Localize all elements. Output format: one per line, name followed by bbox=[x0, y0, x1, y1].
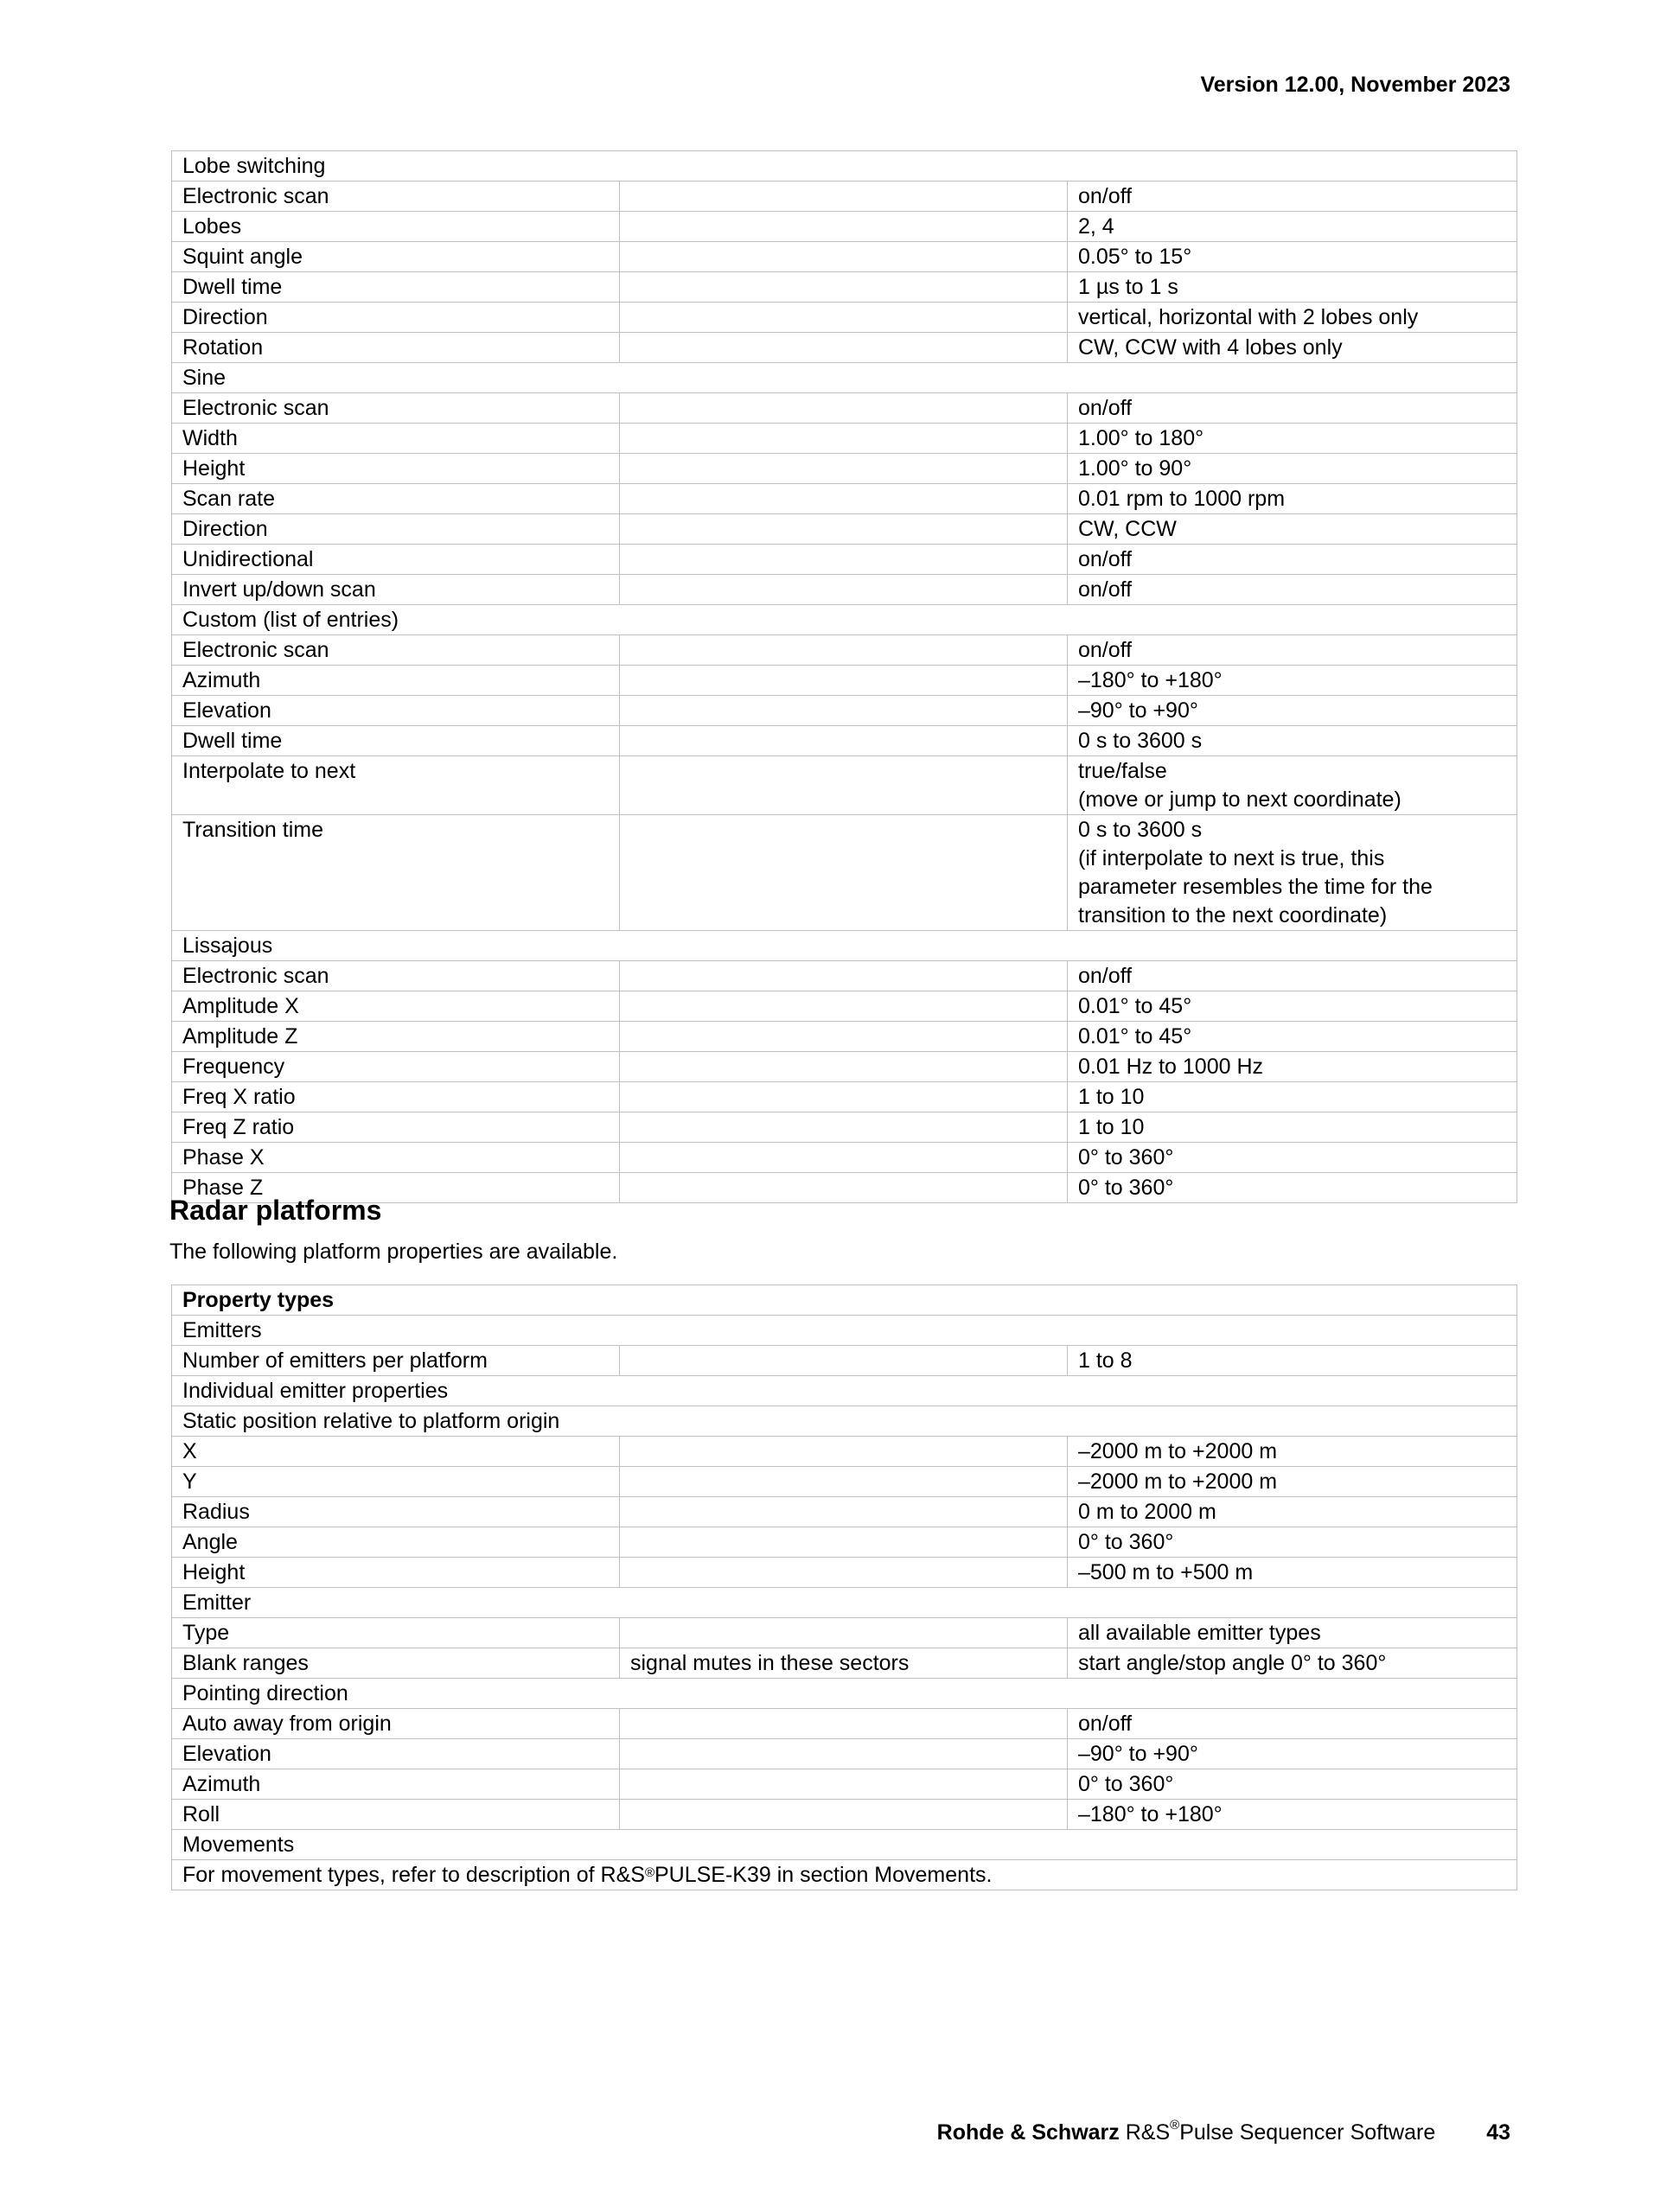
parameter-label: Rotation bbox=[172, 333, 620, 363]
table-row bbox=[172, 151, 1517, 182]
parameter-label: Amplitude Z bbox=[172, 1022, 620, 1052]
group-heading: Emitters bbox=[172, 1316, 1517, 1346]
platform-properties-table bbox=[171, 1284, 1517, 1890]
table-row bbox=[172, 696, 1517, 726]
parameter-value: 0 s to 3600 s bbox=[1068, 726, 1517, 756]
parameter-value: –2000 m to +2000 m bbox=[1068, 1437, 1517, 1467]
parameter-label: Radius bbox=[172, 1497, 620, 1527]
table-row bbox=[172, 931, 1517, 961]
parameter-value: 0.01 Hz to 1000 Hz bbox=[1068, 1052, 1517, 1082]
table-row bbox=[172, 182, 1517, 212]
parameter-label: Scan rate bbox=[172, 484, 620, 514]
parameter-note bbox=[620, 1709, 1068, 1739]
table-row bbox=[172, 363, 1517, 393]
table-row bbox=[172, 303, 1517, 333]
group-heading: Sine bbox=[172, 363, 1517, 393]
scan-parameters-table bbox=[171, 150, 1517, 1203]
table-row bbox=[172, 1376, 1517, 1406]
table-row bbox=[172, 212, 1517, 242]
parameter-value: 1 to 10 bbox=[1068, 1112, 1517, 1143]
parameter-note bbox=[620, 212, 1068, 242]
parameter-value: 0° to 360° bbox=[1068, 1769, 1517, 1800]
table-row bbox=[172, 1052, 1517, 1082]
parameter-note bbox=[620, 1800, 1068, 1830]
parameter-label: Dwell time bbox=[172, 726, 620, 756]
parameter-label: Auto away from origin bbox=[172, 1709, 620, 1739]
parameter-label: Interpolate to next bbox=[172, 756, 620, 815]
parameter-label: Dwell time bbox=[172, 272, 620, 303]
section-intro: The following platform properties are available. bbox=[169, 1240, 618, 1264]
parameter-note bbox=[620, 991, 1068, 1022]
parameter-label: Electronic scan bbox=[172, 635, 620, 666]
parameter-note bbox=[620, 1467, 1068, 1497]
table-row bbox=[172, 575, 1517, 605]
table-row bbox=[172, 1497, 1517, 1527]
parameter-note bbox=[620, 333, 1068, 363]
parameter-value: 0.01 rpm to 1000 rpm bbox=[1068, 484, 1517, 514]
parameter-label: Blank ranges bbox=[172, 1648, 620, 1679]
parameter-note bbox=[620, 575, 1068, 605]
parameter-label: Invert up/down scan bbox=[172, 575, 620, 605]
parameter-value: 0.01° to 45° bbox=[1068, 1022, 1517, 1052]
parameter-note bbox=[620, 1769, 1068, 1800]
parameter-label: Freq Z ratio bbox=[172, 1112, 620, 1143]
parameter-value: on/off bbox=[1068, 635, 1517, 666]
parameter-note bbox=[620, 1527, 1068, 1558]
parameter-label: Electronic scan bbox=[172, 393, 620, 424]
group-heading: Lobe switching bbox=[172, 151, 1517, 182]
parameter-value: on/off bbox=[1068, 393, 1517, 424]
parameter-note bbox=[620, 484, 1068, 514]
value-line: (if interpolate to next is true, this bbox=[1078, 846, 1385, 870]
table-row bbox=[172, 1316, 1517, 1346]
parameter-note bbox=[620, 726, 1068, 756]
parameter-value: all available emitter types bbox=[1068, 1618, 1517, 1648]
parameter-value: –500 m to +500 m bbox=[1068, 1558, 1517, 1588]
parameter-note bbox=[620, 961, 1068, 991]
parameter-value: 1.00° to 90° bbox=[1068, 454, 1517, 484]
registered-mark: ® bbox=[1170, 2118, 1180, 2132]
table-row bbox=[172, 1679, 1517, 1709]
parameter-label: Height bbox=[172, 454, 620, 484]
parameter-note bbox=[620, 1112, 1068, 1143]
value-line: parameter resembles the time for the bbox=[1078, 875, 1433, 899]
parameter-label: Elevation bbox=[172, 696, 620, 726]
page-number: 43 bbox=[1486, 2120, 1510, 2145]
parameter-note bbox=[620, 815, 1068, 931]
parameter-value: 0° to 360° bbox=[1068, 1527, 1517, 1558]
table-row bbox=[172, 393, 1517, 424]
table-row bbox=[172, 1769, 1517, 1800]
parameter-note bbox=[620, 393, 1068, 424]
parameter-value: 0.01° to 45° bbox=[1068, 991, 1517, 1022]
note-text: For movement types, refer to description of R&S bbox=[182, 1863, 645, 1887]
parameter-value: 0° to 360° bbox=[1068, 1143, 1517, 1173]
value-line: (move or jump to next coordinate) bbox=[1078, 787, 1401, 812]
parameter-note bbox=[620, 696, 1068, 726]
parameter-label: Squint angle bbox=[172, 242, 620, 272]
parameter-note bbox=[620, 424, 1068, 454]
parameter-note bbox=[620, 1739, 1068, 1769]
table-row bbox=[172, 1082, 1517, 1112]
parameter-value: 1 to 10 bbox=[1068, 1082, 1517, 1112]
parameter-label: Direction bbox=[172, 303, 620, 333]
footer-product-name: Pulse Sequencer Software bbox=[1179, 2120, 1436, 2145]
parameter-value: –180° to +180° bbox=[1068, 666, 1517, 696]
parameter-value: 0.05° to 15° bbox=[1068, 242, 1517, 272]
parameter-label: Freq X ratio bbox=[172, 1082, 620, 1112]
parameter-note bbox=[620, 1143, 1068, 1173]
parameter-note bbox=[620, 1052, 1068, 1082]
group-heading bbox=[172, 1860, 1517, 1890]
group-heading: Static position relative to platform origin bbox=[172, 1406, 1517, 1437]
parameter-note bbox=[620, 1346, 1068, 1376]
registered-mark: ® bbox=[644, 1865, 654, 1880]
parameter-value: 1.00° to 180° bbox=[1068, 424, 1517, 454]
parameter-label: Direction bbox=[172, 514, 620, 545]
parameter-label: Lobes bbox=[172, 212, 620, 242]
group-heading: Pointing direction bbox=[172, 1679, 1517, 1709]
group-heading: Lissajous bbox=[172, 931, 1517, 961]
page-footer bbox=[937, 2120, 1510, 2145]
parameter-label: Phase Z bbox=[172, 1173, 620, 1203]
parameter-label: Width bbox=[172, 424, 620, 454]
table-row bbox=[172, 514, 1517, 545]
parameter-label: Electronic scan bbox=[172, 961, 620, 991]
parameter-value: –2000 m to +2000 m bbox=[1068, 1467, 1517, 1497]
footer-product-prefix: R&S bbox=[1125, 2120, 1171, 2145]
group-heading: Emitter bbox=[172, 1588, 1517, 1618]
table-row bbox=[172, 1467, 1517, 1497]
parameter-note bbox=[620, 454, 1068, 484]
parameter-note bbox=[620, 303, 1068, 333]
group-heading: Property types bbox=[172, 1285, 1517, 1316]
parameter-note bbox=[620, 1173, 1068, 1203]
table-row bbox=[172, 272, 1517, 303]
parameter-note bbox=[620, 756, 1068, 815]
table-row bbox=[172, 1143, 1517, 1173]
table-row bbox=[172, 726, 1517, 756]
table-row bbox=[172, 1800, 1517, 1830]
table-row bbox=[172, 1285, 1517, 1316]
table-row bbox=[172, 1527, 1517, 1558]
parameter-label: Height bbox=[172, 1558, 620, 1588]
parameter-label: Electronic scan bbox=[172, 182, 620, 212]
parameter-note: signal mutes in these sectors bbox=[620, 1648, 1068, 1679]
parameter-value: on/off bbox=[1068, 575, 1517, 605]
parameter-value: 1 to 8 bbox=[1068, 1346, 1517, 1376]
value-line: true/false bbox=[1078, 759, 1167, 783]
parameter-value bbox=[1068, 815, 1517, 931]
table-row bbox=[172, 1648, 1517, 1679]
parameter-note bbox=[620, 514, 1068, 545]
group-heading: Movements bbox=[172, 1830, 1517, 1860]
parameter-value: 2, 4 bbox=[1068, 212, 1517, 242]
table-row bbox=[172, 1022, 1517, 1052]
table-row bbox=[172, 635, 1517, 666]
group-heading: Custom (list of entries) bbox=[172, 605, 1517, 635]
parameter-value: –90° to +90° bbox=[1068, 696, 1517, 726]
parameter-value: 1 µs to 1 s bbox=[1068, 272, 1517, 303]
footer-brand: Rohde & Schwarz bbox=[936, 2120, 1120, 2145]
parameter-label: Frequency bbox=[172, 1052, 620, 1082]
parameter-label: Phase X bbox=[172, 1143, 620, 1173]
parameter-label: Number of emitters per platform bbox=[172, 1346, 620, 1376]
parameter-note bbox=[620, 635, 1068, 666]
group-heading: Individual emitter properties bbox=[172, 1376, 1517, 1406]
table-row bbox=[172, 333, 1517, 363]
parameter-note bbox=[620, 182, 1068, 212]
parameter-value: on/off bbox=[1068, 182, 1517, 212]
table-row bbox=[172, 1437, 1517, 1467]
table-row bbox=[172, 991, 1517, 1022]
parameter-value: vertical, horizontal with 2 lobes only bbox=[1068, 303, 1517, 333]
table-row bbox=[172, 242, 1517, 272]
parameter-note bbox=[620, 1558, 1068, 1588]
parameter-note bbox=[620, 666, 1068, 696]
parameter-value: on/off bbox=[1068, 545, 1517, 575]
value-line: 0 s to 3600 s bbox=[1078, 818, 1203, 842]
parameter-value: –90° to +90° bbox=[1068, 1739, 1517, 1769]
table-row bbox=[172, 1112, 1517, 1143]
parameter-value bbox=[1068, 756, 1517, 815]
parameter-note bbox=[620, 1022, 1068, 1052]
parameter-label: Transition time bbox=[172, 815, 620, 931]
parameter-value: on/off bbox=[1068, 1709, 1517, 1739]
table-row bbox=[172, 484, 1517, 514]
parameter-note bbox=[620, 1437, 1068, 1467]
section-title: Radar platforms bbox=[169, 1195, 382, 1226]
parameter-label: Elevation bbox=[172, 1739, 620, 1769]
value-line: transition to the next coordinate) bbox=[1078, 903, 1388, 928]
table-row bbox=[172, 1406, 1517, 1437]
parameter-label: X bbox=[172, 1437, 620, 1467]
parameter-value: CW, CCW with 4 lobes only bbox=[1068, 333, 1517, 363]
table-row bbox=[172, 1709, 1517, 1739]
table-row bbox=[172, 1618, 1517, 1648]
parameter-label: Angle bbox=[172, 1527, 620, 1558]
table-row bbox=[172, 1739, 1517, 1769]
parameter-note bbox=[620, 242, 1068, 272]
parameter-value: on/off bbox=[1068, 961, 1517, 991]
table-row bbox=[172, 605, 1517, 635]
parameter-label: Azimuth bbox=[172, 1769, 620, 1800]
parameter-note bbox=[620, 1618, 1068, 1648]
parameter-label: Type bbox=[172, 1618, 620, 1648]
parameter-note bbox=[620, 272, 1068, 303]
table-row bbox=[172, 666, 1517, 696]
table-row bbox=[172, 961, 1517, 991]
parameter-value: 0° to 360° bbox=[1068, 1173, 1517, 1203]
parameter-value: start angle/stop angle 0° to 360° bbox=[1068, 1648, 1517, 1679]
parameter-label: Azimuth bbox=[172, 666, 620, 696]
table-row bbox=[172, 1860, 1517, 1890]
page-header-version: Version 12.00, November 2023 bbox=[1200, 73, 1510, 97]
parameter-label: Unidirectional bbox=[172, 545, 620, 575]
parameter-note bbox=[620, 1497, 1068, 1527]
table-row bbox=[172, 756, 1517, 815]
parameter-value: 0 m to 2000 m bbox=[1068, 1497, 1517, 1527]
table-row bbox=[172, 815, 1517, 931]
parameter-value: CW, CCW bbox=[1068, 514, 1517, 545]
parameter-label: Y bbox=[172, 1467, 620, 1497]
table-row bbox=[172, 424, 1517, 454]
parameter-note bbox=[620, 545, 1068, 575]
table-row bbox=[172, 1588, 1517, 1618]
table-row bbox=[172, 1346, 1517, 1376]
parameter-note bbox=[620, 1082, 1068, 1112]
parameter-value: –180° to +180° bbox=[1068, 1800, 1517, 1830]
table-row bbox=[172, 454, 1517, 484]
parameter-label: Roll bbox=[172, 1800, 620, 1830]
table-row bbox=[172, 1830, 1517, 1860]
table-row bbox=[172, 545, 1517, 575]
note-text: PULSE-K39 in section Movements. bbox=[654, 1863, 993, 1887]
parameter-label: Amplitude X bbox=[172, 991, 620, 1022]
table-row bbox=[172, 1558, 1517, 1588]
